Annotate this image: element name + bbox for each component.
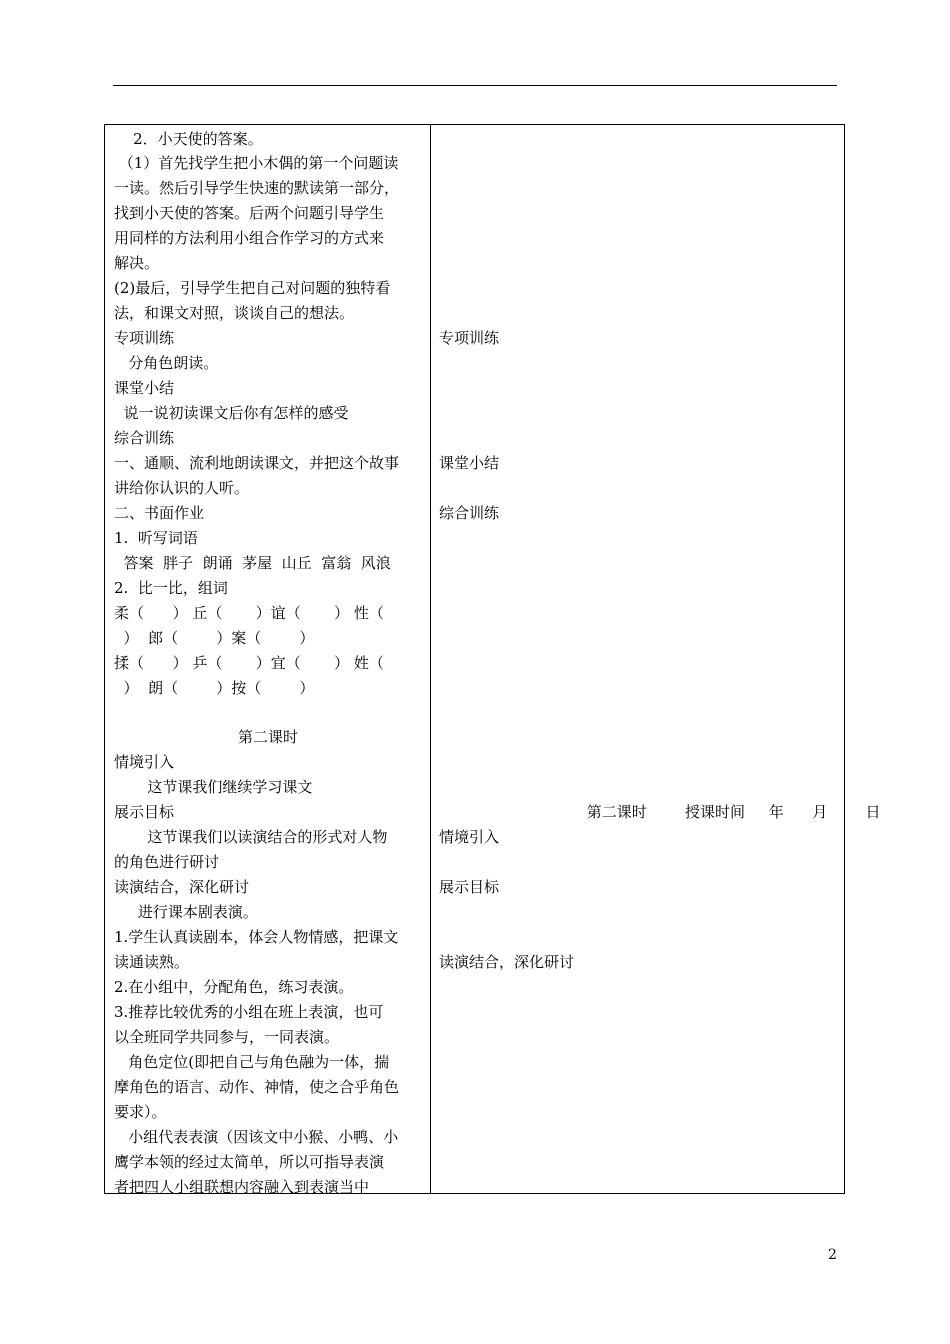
left-text-line: 分角色朗读。	[114, 354, 219, 372]
left-text-line: ） 朗（ ）按（ ）	[114, 679, 315, 697]
left-text-line: ） 郎（ ）案（ ）	[114, 629, 315, 647]
left-text-line: 解决。	[114, 254, 160, 272]
left-text-line: 2.在小组中，分配角色，练习表演。	[114, 978, 354, 996]
left-text-line: 展示目标	[114, 803, 175, 821]
column-divider	[430, 125, 431, 1193]
left-text-line: 答案 胖子 朗诵 茅屋 山丘 富翁 风浪	[114, 554, 391, 572]
left-text-line: 柔（ ） 丘（ ）谊（ ） 性（	[114, 604, 384, 622]
left-text-line: 用同样的方法利用小组合作学习的方式来	[114, 229, 385, 247]
right-text-line: 读演结合，深化研讨	[439, 953, 575, 971]
left-text-line: 读演结合，深化研讨	[114, 878, 250, 896]
left-text-line: 3.推荐比较优秀的小组在班上表演，也可	[114, 1003, 384, 1021]
left-text-line: 小组代表表演（因该文中小猴、小鸭、小	[114, 1128, 399, 1146]
left-text-line: 讲给你认识的人听。	[114, 479, 250, 497]
left-text-line: （1）首先找学生把小木偶的第一个问题读	[114, 154, 399, 172]
left-text-line: 揉（ ） 乒（ ）宜（ ） 姓（	[114, 654, 384, 672]
right-text-line: 情境引入	[439, 828, 500, 846]
left-text-line: 第二课时	[114, 728, 298, 746]
left-text-line: 找到小天使的答案。后两个问题引导学生	[114, 204, 385, 222]
left-text-line: 一读。然后引导学生快速的默读第一部分，	[114, 179, 400, 197]
left-text-line: 鹰学本领的经过太简单，所以可指导表演	[114, 1153, 385, 1171]
left-text-line: 课堂小结	[114, 379, 175, 397]
left-text-line: 说一说初读课文后你有怎样的感受	[114, 404, 349, 422]
left-text-line: 进行课本剧表演。	[114, 903, 258, 921]
right-text-line: 展示目标	[439, 878, 500, 896]
left-text-line: 要求）。	[114, 1103, 167, 1121]
lesson-plan-table	[104, 124, 881, 1196]
right-text-line: 专项训练	[439, 329, 500, 347]
page-number: 2	[828, 1247, 837, 1263]
left-text-line: 一、通顺、流利地朗读课文，并把这个故事	[114, 454, 400, 472]
left-text-line: 角色定位(即把自己与角色融为一体，揣	[114, 1053, 390, 1071]
left-text-line: 综合训练	[114, 429, 175, 447]
left-text-line: 这节课我们以读演结合的形式对人物	[114, 828, 388, 846]
left-text-line: 读通读熟。	[114, 953, 190, 971]
left-text-line: 二、书面作业	[114, 504, 205, 522]
right-text-line: 课堂小结	[439, 454, 500, 472]
left-text-line: (2)最后，引导学生把自己对问题的独特看	[114, 279, 391, 297]
left-text-line: 专项训练	[114, 329, 175, 347]
left-text-line: 这节课我们继续学习课文	[114, 778, 313, 796]
left-text-line: 1. 听写词语	[114, 529, 198, 547]
left-text-line: 以全班同学共同参与，一同表演。	[114, 1028, 340, 1046]
left-text-line: 者把四人小组联想内容融入到表演当中	[114, 1178, 370, 1196]
left-text-line: 2．小天使的答案。	[114, 130, 263, 148]
header-rule	[113, 85, 837, 86]
left-text-line: 的角色进行研讨	[114, 853, 220, 871]
left-text-line: 1.学生认真读剧本，体会人物情感，把课文	[114, 928, 399, 946]
right-text-line: 综合训练	[439, 504, 500, 522]
left-text-line: 法，和课文对照，谈谈自己的想法。	[114, 304, 355, 322]
left-text-line: 2. 比一比，组词	[114, 579, 228, 597]
left-text-line: 情境引入	[114, 753, 175, 771]
left-text-line: 摩角色的语言、动作、神情，使之合乎角色	[114, 1078, 400, 1096]
right-text-line: 第二课时 授课时间 年 月 日	[439, 803, 881, 821]
